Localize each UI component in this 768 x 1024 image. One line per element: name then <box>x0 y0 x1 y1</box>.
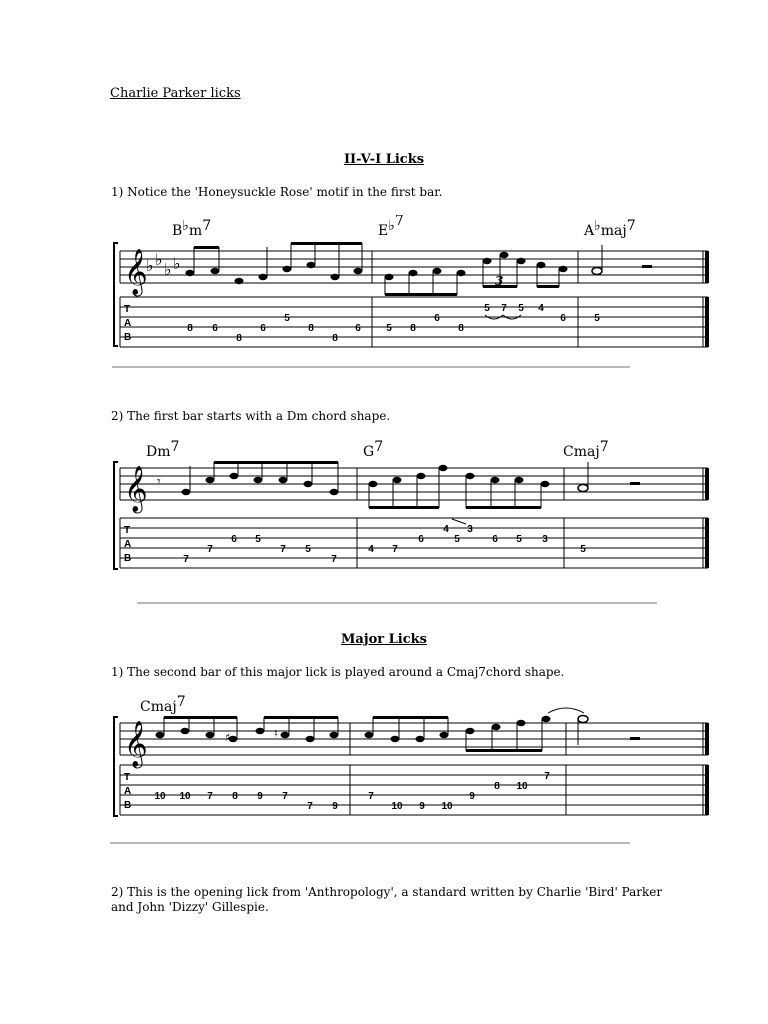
eighth-rest-icon: 𝄾 <box>157 474 161 490</box>
note-stems <box>164 717 542 751</box>
tab-fret-number: 4 <box>368 544 374 555</box>
example-caption-3: 1) The second bar of this major lick is played around a Cmaj7chord shape. <box>111 665 565 679</box>
beams <box>194 242 559 296</box>
treble-clef-icon: 𝄞 <box>124 466 148 512</box>
half-rest-icon <box>630 482 640 485</box>
tab-label-a: A <box>124 318 132 329</box>
tab-fret-number: 7 <box>307 801 313 812</box>
tab-fret-number: 5 <box>516 534 522 545</box>
final-barline <box>705 251 709 283</box>
tab-fret-number: 7 <box>282 791 288 802</box>
tab-label-t: T <box>124 304 131 315</box>
tab-fret-number: 3 <box>467 524 473 535</box>
system-brace <box>114 717 118 816</box>
chord-symbol: Cmaj7 <box>140 694 186 715</box>
treble-clef-icon: 𝄞 <box>124 721 148 767</box>
tab-fret-number: 8 <box>332 333 338 344</box>
divider <box>112 366 630 368</box>
score-example-2 <box>0 438 768 578</box>
divider <box>137 602 657 604</box>
tab-fret-number: 10 <box>516 781 528 792</box>
example-caption-2: 2) The first bar starts with a Dm chord shape. <box>111 409 391 423</box>
tab-fret-number: 8 <box>308 323 314 334</box>
tab-fret-number: 9 <box>332 801 338 812</box>
tab-fret-number: 5 <box>594 313 600 324</box>
example-caption-4: 2) This is the opening lick from 'Anthropology', a standard written by Charlie 'Bird' Parker and John 'Dizzy' Gillespie. <box>111 885 663 914</box>
tab-final-barline <box>705 297 709 347</box>
tab-label-b: B <box>124 800 132 811</box>
chord-symbol: Dm7 <box>146 439 180 460</box>
tab-fret-number: 5 <box>305 544 311 555</box>
svg-text:♭: ♭ <box>173 254 181 273</box>
final-barline <box>705 468 709 500</box>
half-rest-icon <box>642 265 652 268</box>
tab-fret-number: 10 <box>441 801 453 812</box>
tab-fret-number: 8 <box>236 333 242 344</box>
tab-fret-number: 4 <box>538 303 544 314</box>
tab-fret-number: 3 <box>542 534 548 545</box>
svg-text:♭: ♭ <box>146 256 154 275</box>
natural-icon: ♮ <box>274 727 278 740</box>
chord-symbol: B♭m7 <box>172 218 212 239</box>
system-brace <box>114 462 118 569</box>
tab-fret-number: 5 <box>284 313 290 324</box>
tab-fret-number: 6 <box>560 313 566 324</box>
tab-label-t: T <box>124 525 131 536</box>
tab-fret-number: 6 <box>231 534 237 545</box>
tab-fret-number: 10 <box>154 791 166 802</box>
tab-fret-number: 7 <box>207 544 213 555</box>
chord-symbol: Cmaj7 <box>563 439 609 460</box>
half-note <box>578 716 588 723</box>
document-title: Charlie Parker licks <box>110 86 241 101</box>
treble-clef-icon: 𝄞 <box>124 249 148 295</box>
final-barline <box>705 723 709 755</box>
music-staff <box>120 723 708 755</box>
tab-fret-number: 7 <box>183 554 189 565</box>
section-heading-ii-v-i: II-V-I Licks <box>343 152 425 167</box>
tab-final-barline <box>705 518 709 568</box>
note-heads <box>186 252 568 284</box>
tab-fret-number: 6 <box>434 313 440 324</box>
tab-label-a: A <box>124 539 132 550</box>
tab-fret-number: 7 <box>331 554 337 565</box>
tab-fret-number: 9 <box>419 801 425 812</box>
tab-staff <box>120 297 708 347</box>
section-heading-major-licks: Major Licks <box>341 632 427 647</box>
tuplet-number: 3 <box>495 274 504 288</box>
tab-fret-number: 8 <box>458 323 464 334</box>
tab-numbers <box>187 303 600 344</box>
tab-staff <box>120 765 708 815</box>
tab-label-t: T <box>124 772 131 783</box>
tab-staff <box>120 518 708 568</box>
tab-fret-number: 9 <box>257 791 263 802</box>
svg-text:♭: ♭ <box>164 260 172 279</box>
tab-fret-number: 10 <box>391 801 403 812</box>
tab-fret-number: 10 <box>179 791 191 802</box>
tab-numbers <box>183 524 586 565</box>
tab-fret-number: 8 <box>410 323 416 334</box>
tab-fret-number: 5 <box>454 534 460 545</box>
note-stems <box>190 462 541 508</box>
note-heads <box>182 465 550 495</box>
tab-final-barline <box>705 765 709 815</box>
music-staff <box>120 251 708 283</box>
chord-symbol: E♭7 <box>378 215 404 239</box>
tab-fret-number: 7 <box>392 544 398 555</box>
music-staff <box>120 468 708 500</box>
half-rest-icon <box>630 737 640 740</box>
tab-fret-number: 7 <box>501 303 507 314</box>
chord-symbol: G7 <box>363 439 384 460</box>
half-note <box>578 485 588 492</box>
tab-fret-number: 7 <box>207 791 213 802</box>
tab-fret-number: 6 <box>355 323 361 334</box>
tab-label-b: B <box>124 553 132 564</box>
score-example-1 <box>0 215 768 355</box>
tab-label-a: A <box>124 786 132 797</box>
score-example-3 <box>0 693 768 823</box>
tab-fret-number: 6 <box>492 534 498 545</box>
tab-fret-number: 7 <box>368 791 374 802</box>
sharp-icon: ♯ <box>225 731 231 744</box>
tab-fret-number: 5 <box>518 303 524 314</box>
tab-fret-number: 8 <box>187 323 193 334</box>
tab-fret-number: 6 <box>418 534 424 545</box>
slide-icon <box>452 519 466 524</box>
example-caption-1: 1) Notice the 'Honeysuckle Rose' motif in the first bar. <box>111 185 443 199</box>
tab-fret-number: 7 <box>544 771 550 782</box>
tab-fret-number: 7 <box>280 544 286 555</box>
tab-fret-number: 5 <box>255 534 261 545</box>
tab-fret-number: 5 <box>484 303 490 314</box>
tie-icon <box>548 708 584 713</box>
chord-symbol: A♭maj7 <box>584 218 636 239</box>
tab-fret-number: 5 <box>386 323 392 334</box>
tab-label-b: B <box>124 332 132 343</box>
tab-fret-number: 6 <box>212 323 218 334</box>
tab-fret-number: 5 <box>580 544 586 555</box>
divider <box>110 842 630 844</box>
svg-text:♭: ♭ <box>155 250 163 269</box>
tab-numbers <box>154 771 550 812</box>
tab-fret-number: 4 <box>443 524 449 535</box>
tab-fret-number: 8 <box>232 791 238 802</box>
tab-fret-number: 8 <box>494 781 500 792</box>
tab-fret-number: 6 <box>260 323 266 334</box>
note-heads <box>156 716 551 742</box>
tab-fret-number: 9 <box>469 791 475 802</box>
half-note <box>592 268 602 275</box>
system-brace <box>114 243 118 346</box>
